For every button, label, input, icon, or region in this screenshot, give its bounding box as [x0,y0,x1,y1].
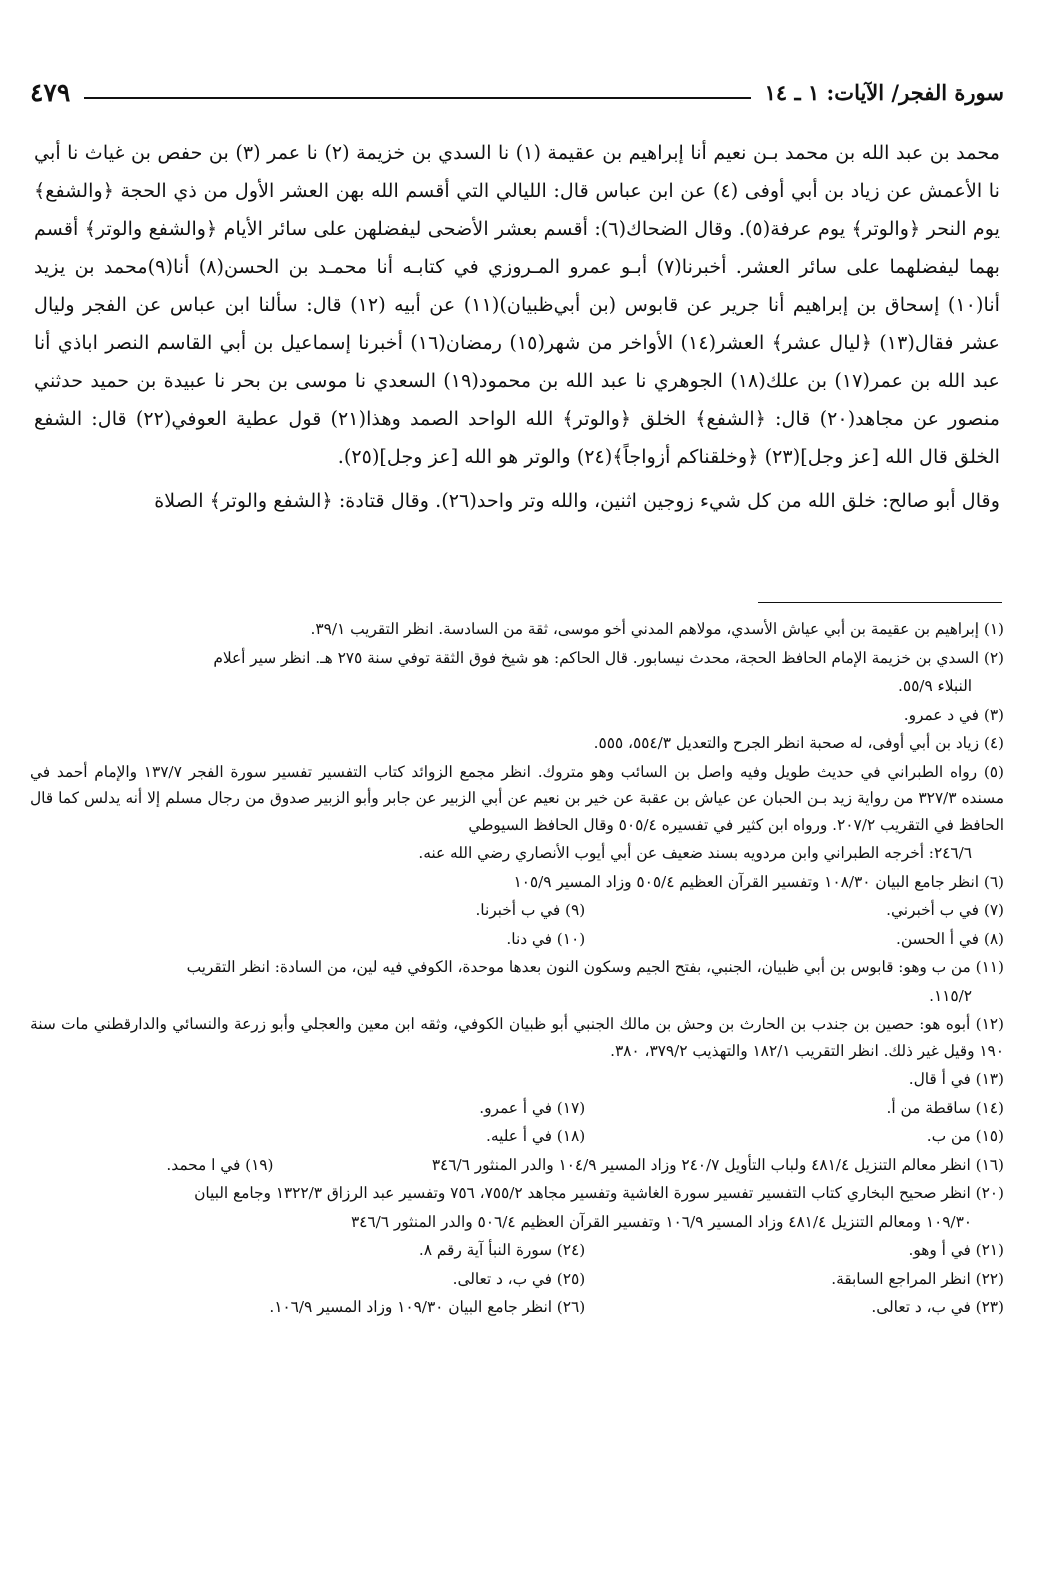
footnotes [30,616,1004,1323]
running-header [30,70,1004,114]
footnote: (٢٢) انظر المراجع السابقة. [831,1269,1004,1288]
footnote: (١١) من ب وهو: قابوس بن أبي ظبيان، الجنبي، بفتح الجيم وسكون النون بعدها موحدة، الكوفي فيه لين، من السادة: انظر التقريب [186,958,1004,976]
footnote-continuation: ١١٥/٢. [929,986,972,1005]
footnote: (٩) في ب أخبرنا. [475,901,586,919]
footnote-row [30,1237,1004,1264]
footnote-continuation: ٢٤٦/٦: أخرجه الطبراني وابن مردويه بسند ضعيف عن أبي أيوب الأنصاري رضي الله عنه. [418,844,972,862]
footnote-separator [758,602,1002,603]
footnote-row [30,1294,1004,1321]
footnote: (١) إبراهيم بن عقيمة بن أبي عياش الأسدي، مولاهم المدني أخو موسى، ثقة من السادسة. انظر التقريب ٣٩/١. [310,620,1004,638]
footnote: (٢٥) في ب، د تعالى. [452,1269,586,1288]
footnote-row [30,1152,1004,1179]
footnote: (١٧) في أ عمرو. [479,1098,586,1117]
footnote-continuation: ١٠٩/٣٠ ومعالم التنزيل ٤٨١/٤ وزاد المسير ١٠٦/٩ وتفسير القرآن العظيم ٥٠٦/٤ والدر المنثور ٣٤٦/٦ [350,1212,972,1231]
footnote-row [30,1123,1004,1150]
footnote-row [30,897,1004,924]
footnote: (٢٦) انظر جامع البيان ١٠٩/٣٠ وزاد المسير ١٠٦/٩. [269,1298,586,1316]
footnote: (١٦) انظر معالم التنزيل ٤٨١/٤ ولباب التأويل ٢٤٠/٧ وزاد المسير ١٠٤/٩ والدر المنثور ٣٤٦/٦ [431,1155,1004,1174]
page-number: ٤٧٩ [30,77,71,107]
paragraph: وقال أبو صالح: خلق الله من كل شيء زوجين اثنين، والله وتر واحد(٢٦). وقال قتادة: ﴿الشفع والوتر﴾ الصلاة [154,489,1000,512]
footnote: (٨) في أ الحسن. [896,929,1004,948]
surah-title: سورة الفجر/ الآيات: ١ ـ ١٤ [764,79,1004,105]
footnote: (٣) في د عمرو. [903,705,1004,724]
footnote: (١٩) في ا محمد. [166,1155,274,1174]
footnote: (١٨) في أ عليه. [486,1127,586,1145]
footnote: (١٤) ساقطة من أ. [886,1098,1004,1117]
header-rule [84,97,750,99]
main-text [34,134,1000,520]
paragraph: محمد بن عبد الله بن محمد بـن نعيم أنا إبراهيم بن عقيمة (١) نا السدي بن خزيمة (٢) نا عمر (٣) بن حفص بن غياث نا أبي نا الأعمش عن زياد بن أبي أوفى (٤) عن ابن عباس قال: الليالي التي أقسم الله بهن العشر الأول من ذي الحجة ﴿والشفع﴾ يوم النحر ﴿والوتر﴾ يوم عرفة(٥). وقال الضحاك(٦): أقسم بعشر الأضحى ليفضلهن على سائر الأيام ﴿والشفع والوتر﴾ أقسم بهما ليفضلهما على سائر العشر. أخبرنا(٧) أبـو عمرو المـروزي في كتابـه أنا محمـد بن الحسن(٨) أنا(٩)محمد بن يزيد أنا(١٠) إسحاق بن إبراهيم أنا جرير عن قابوس (بن أبي‌ظبيان)(١١) عن أبيه (١٢) قال: سألنا ابن عباس عن الفجر وليال عشر فقال(١٣) ﴿ليال عشر﴾ العشر(١٤) الأواخر من شهر(١٥) رمضان(١٦) أخبرنا إسماعيل بن أبي القاسم النصر اباذي أنا عبد الله بن عمر(١٧) بن علك(١٨) الجوهري نا عبد الله بن محمود(١٩) السعدي نا موسى بن بحر نا عبيدة بن حميد حدثني منصور عن مجاهد(٢٠) قال: ﴿الشفع﴾ الخلق ﴿والوتر﴾ الله الواحد الصمد وهذا(٢١) قول عطية العوفي(٢٢) قال: الشفع الخلق قال الله [عز وجل](٢٣) ﴿وخلقناكم أزواجاً﴾(٢٤) والوتر هو الله [عز وجل](٢٥). [34,141,1001,468]
footnote-continuation: النبلاء ٥٥/٩. [897,677,972,695]
footnote: (٢) السدي بن خزيمة الإمام الحافظ الحجة، محدث نيسابور. قال الحاكم: هو شيخ فوق الثقة توفي سنة ٢٧٥ هـ. انظر سير أعلام [213,648,1004,667]
footnote: (٦) انظر جامع البيان ١٠٨/٣٠ وتفسير القرآن العظيم ٥٠٥/٤ وزاد المسير ١٠٥/٩ [513,872,1004,891]
footnote-row [30,1066,1004,1093]
footnote: (٢١) في أ وهو. [908,1241,1004,1259]
footnote-row [30,1266,1004,1293]
footnote: (١٣) في أ قال. [908,1070,1004,1088]
footnote: (١٥) من ب. [926,1127,1004,1145]
footnote: (٢٠) انظر صحيح البخاري كتاب التفسير تفسير سورة الغاشية وتفسير مجاهد ٧٥٥/٢، ٧٥٦ وتفسير عبد الرزاق ١٣٢٢/٣ وجامع البيان [194,1184,1004,1202]
footnote: (٥) رواه الطبراني في حديث طويل وفيه واصل بن السائب وهو متروك. انظر مجمع الزوائد كتاب التفسير تفسير سورة الفجر ١٣٧/٧ والإمام أحمد في مسنده ٣٢٧/٣ من رواية زيد بـن الحبان عن عياش بن عقبة عن خير بن نعيم عن أبي الزبير عن جابر وأبو الزبير صدوق من رجال مسلم إلا أنه يدلس كما قال الحافظ في التقريب ٢٠٧/٢. ورواه ابن كثير في تفسيره ٥٠٥/٤ وقال الحافظ السيوطي [30,762,1004,834]
footnote-row [30,926,1004,953]
footnote: (٤) زياد بن أبي أوفى، له صحبة انظر الجرح والتعديل ٥٥٤/٣، ٥٥٥. [593,734,1004,752]
footnote-row [30,1095,1004,1122]
footnote: (٢٣) في ب، د تعالى. [871,1298,1004,1316]
footnote [30,1066,585,1093]
footnote: (٢٤) سورة النبأ آية رقم ٨. [418,1241,586,1259]
footnote: (١٢) أبوه هو: حصين بن جندب بن الحارث بن وحش بن مالك الجنبي أبو ظبيان الكوفي، وثقه ابن معين والعجلي وأبو زرعة والنسائي والدارقطني مات سنة ١٩٠ وقيل غير ذلك. انظر التقريب ١٨٢/١ والتهذيب ٣٧٩/٢، ٣٨٠. [30,1015,1004,1060]
footnote: (٧) في ب أخبرني. [886,901,1004,919]
footnote: (١٠) في دنا. [506,929,586,948]
